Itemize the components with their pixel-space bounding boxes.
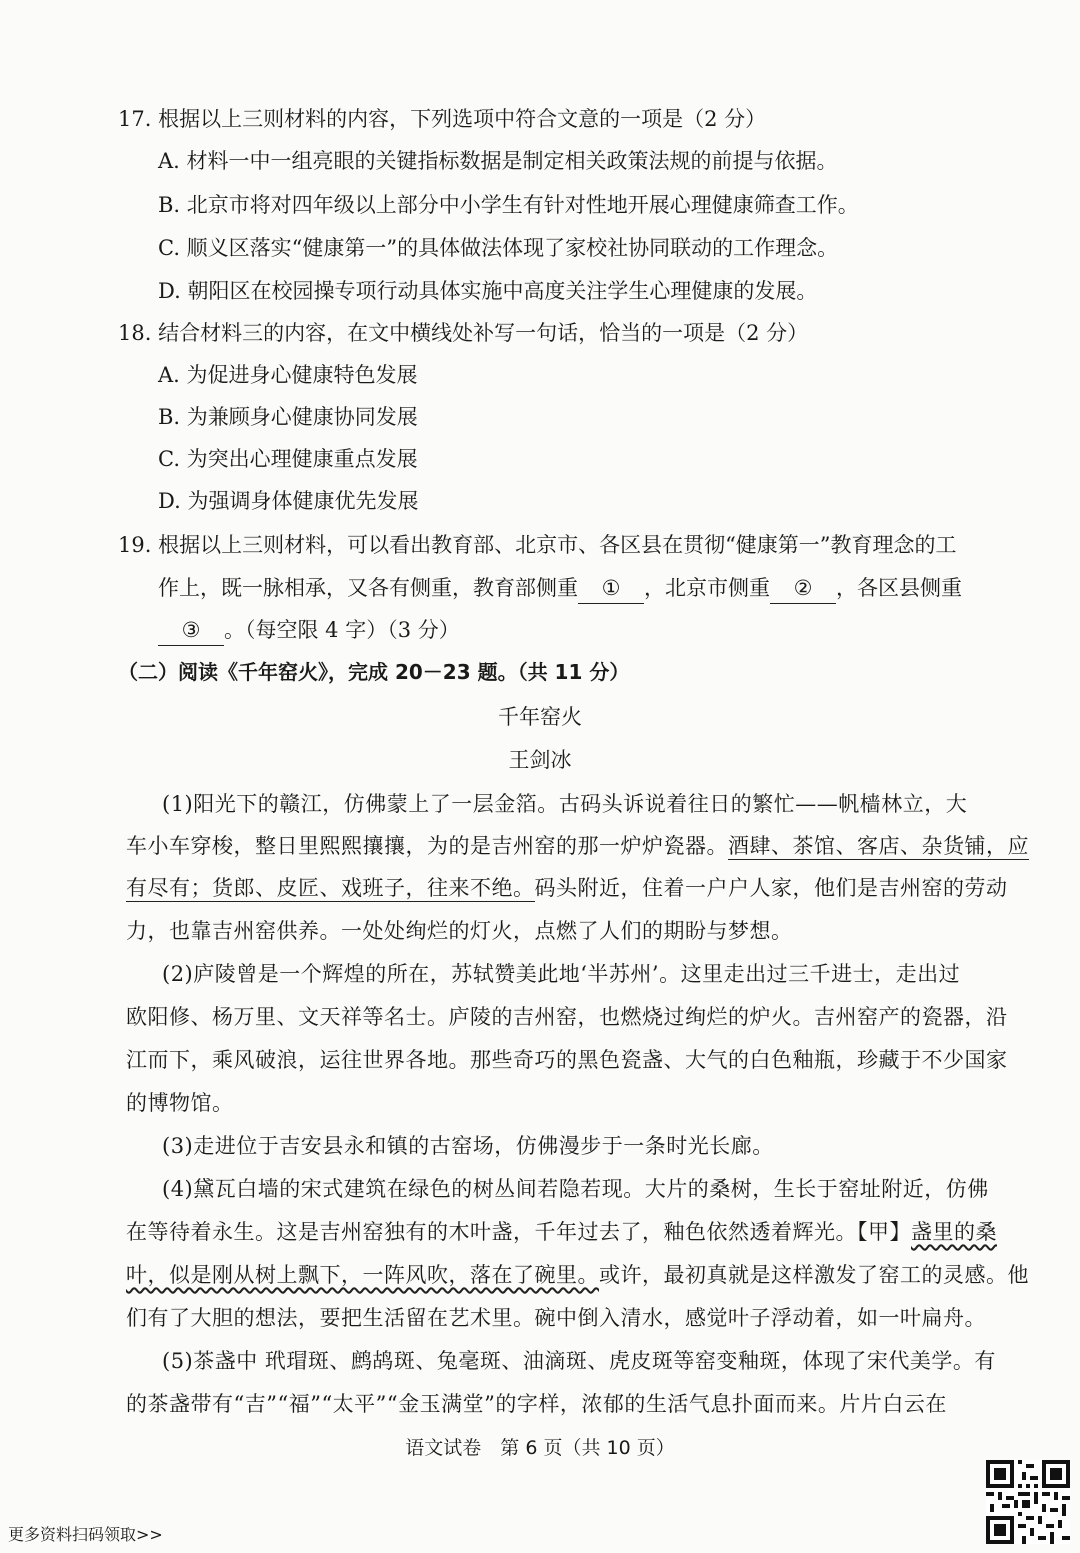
article-title: 千年窑火 — [498, 705, 582, 729]
section-heading: （二）阅读《千年窑火》，完成 20－23 题。（共 11 分） — [118, 660, 630, 684]
p1-l2-text: 车小车穿梭，整日里熙熙攘攘，为的是吉州窑的那一炉炉瓷器。 — [126, 834, 728, 858]
question-19-line-1: 19. 根据以上三则材料，可以看出教育部、北京市、各区县在贯彻“健康第一”教育理念的工 — [118, 533, 957, 557]
wavy-underlined-sentence-cont: 叶，似是刚从树上飘下，一阵风吹，落在了碗里。 — [126, 1263, 599, 1287]
qr-code-icon[interactable] — [986, 1460, 1070, 1544]
paragraph-4-line-1: (4)黛瓦白墙的宋式建筑在绿色的树丛间若隐若现。大片的桑树，生长于窑址附近，仿佛 — [162, 1177, 989, 1201]
p4-l3-text: 或许，最初真就是这样激发了窑工的灵感。他 — [599, 1263, 1029, 1287]
q19-text-c: ，各区县侧重 — [836, 576, 962, 600]
paragraph-2-line-4: 的博物馆。 — [126, 1091, 234, 1115]
paragraph-1-line-2 — [126, 831, 1029, 861]
paragraph-4-line-2 — [126, 1217, 997, 1247]
page-footer: 语文试卷 第 6 页（共 10 页） — [405, 1437, 675, 1459]
question-17-option-a: A. 材料一中一组亮眼的关键指标数据是制定相关政策法规的前提与依据。 — [158, 149, 838, 173]
question-18-option-a: A. 为促进身心健康特色发展 — [158, 363, 418, 387]
p1-l3-text: 码头附近，住着一户户人家，他们是吉州窑的劳动 — [534, 876, 1008, 900]
question-18-stem: 18. 结合材料三的内容，在文中横线处补写一句话，恰当的一项是（2 分） — [118, 321, 809, 345]
wavy-underlined-sentence: 盏里的桑 — [911, 1220, 997, 1244]
paragraph-2-line-1: (2)庐陵曾是一个辉煌的所在，苏轼赞美此地‘半苏州’。这里走出过三千进士，走出过 — [162, 962, 961, 986]
paragraph-4-line-4: 们有了大胆的想法，要把生活留在艺术里。碗中倒入清水，感觉叶子浮动着，如一叶扁舟。 — [126, 1306, 986, 1330]
q19-text-tail: 。（每空限 4 字）（3 分） — [224, 618, 460, 642]
paragraph-5-line-1: (5)茶盏中 玳瑁斑、鹧鸪斑、兔毫斑、油滴斑、虎皮斑等窑变釉斑，体现了宋代美学。有 — [162, 1349, 996, 1373]
article-author: 王剑冰 — [508, 748, 572, 772]
blank-2: ② — [770, 573, 836, 604]
underlined-sentence: 酒肆、茶馆、客店、杂货铺，应 — [728, 834, 1029, 858]
question-17-option-d: D. 朝阳区在校园操专项行动具体实施中高度关注学生心理健康的发展。 — [158, 279, 818, 303]
promo-text[interactable]: 更多资料扫码领取>> — [8, 1525, 163, 1544]
qr-code-graphic — [986, 1460, 1070, 1544]
paragraph-2-line-2: 欧阳修、杨万里、文天祥等名士。庐陵的吉州窑，也燃烧过绚烂的炉火。吉州窑产的瓷器，沿 — [126, 1005, 1008, 1029]
question-18-option-d: D. 为强调身体健康优先发展 — [158, 489, 419, 513]
question-19-line-3 — [158, 615, 460, 646]
question-19-line-2 — [158, 573, 962, 604]
underlined-sentence-cont: 有尽有；货郎、皮匠、戏班子，往来不绝。 — [126, 876, 535, 900]
paragraph-1-line-1: (1)阳光下的赣江，仿佛蒙上了一层金箔。古码头诉说着往日的繁忙——帆樯林立，大 — [162, 792, 968, 816]
question-17-option-c: C. 顺义区落实“健康第一”的具体做法体现了家校社协同联动的工作理念。 — [158, 236, 839, 260]
blank-3: ③ — [158, 615, 224, 646]
paragraph-3-line-1: (3)走进位于吉安县永和镇的古窑场，仿佛漫步于一条时光长廊。 — [162, 1134, 774, 1158]
question-18-option-c: C. 为突出心理健康重点发展 — [158, 447, 418, 471]
q19-text-a: 作上，既一脉相承，又各有侧重，教育部侧重 — [158, 576, 578, 600]
paragraph-5-line-2: 的茶盏带有“吉”“福”“太平”“金玉满堂”的字样，浓郁的生活气息扑面而来。片片白云在 — [126, 1392, 947, 1416]
paragraph-1-line-3 — [126, 873, 1008, 903]
paragraph-4-line-3 — [126, 1260, 1029, 1290]
paragraph-2-line-3: 江而下，乘风破浪，运往世界各地。那些奇巧的黑色瓷盏、大气的白色釉瓶，珍藏于不少国家 — [126, 1048, 1008, 1072]
p4-l2-text: 在等待着永生。这是吉州窑独有的木叶盏，千年过去了，釉色依然透着辉光。【甲】 — [126, 1220, 911, 1244]
question-17-stem: 17. 根据以上三则材料的内容，下列选项中符合文意的一项是（2 分） — [118, 107, 767, 131]
q19-text-b: ，北京市侧重 — [644, 576, 770, 600]
blank-1: ① — [578, 573, 644, 604]
paragraph-1-line-4: 力，也靠吉州窑供养。一处处绚烂的灯火，点燃了人们的期盼与梦想。 — [126, 919, 793, 943]
question-18-option-b: B. 为兼顾身心健康协同发展 — [158, 405, 418, 429]
question-17-option-b: B. 北京市将对四年级以上部分中小学生有针对性地开展心理健康筛查工作。 — [158, 193, 859, 217]
